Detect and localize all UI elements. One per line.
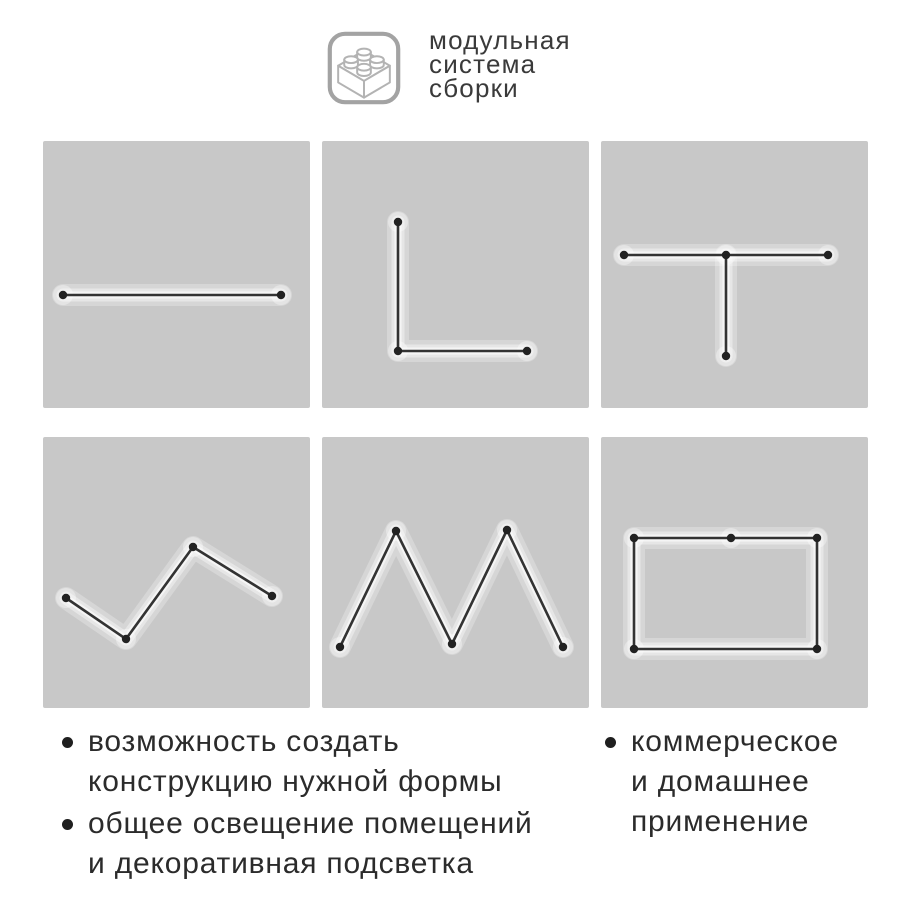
- straight-line-light-shape: [43, 141, 310, 408]
- page-title: [429, 25, 571, 103]
- rectangle-light-shape: [601, 437, 868, 708]
- features-right: [605, 722, 839, 844]
- feature-text: коммерческое и домашнее применение: [631, 725, 839, 838]
- feature-item: [62, 722, 533, 802]
- t-junction-light-shape: [601, 141, 868, 408]
- page-title-line-3: сборки: [429, 73, 519, 103]
- panel-l-corner: [322, 141, 589, 408]
- feature-text: возможность создать конструкцию нужной формы: [88, 725, 503, 798]
- bullet-icon: [62, 819, 73, 830]
- page-title-line-2: система: [429, 49, 537, 79]
- zigzag-light-shape: [43, 437, 310, 708]
- brick-icon: [326, 30, 402, 106]
- panel-grid: [43, 141, 868, 708]
- modular-system-icon: [326, 30, 402, 106]
- page-title-line-1: модульная: [429, 25, 571, 55]
- panel-t-junction: [601, 141, 868, 408]
- feature-text: общее освещение помещений и декоративная подсветка: [88, 807, 533, 880]
- panel-double-peak: [322, 437, 589, 708]
- panel-rectangle: [601, 437, 868, 708]
- double-peak-light-shape: [322, 437, 589, 708]
- features-left: [62, 722, 533, 886]
- feature-item: [605, 722, 839, 842]
- bullet-icon: [605, 737, 616, 748]
- bullet-icon: [62, 737, 73, 748]
- panel-zigzag: [43, 437, 310, 708]
- l-corner-light-shape: [322, 141, 589, 408]
- feature-item: [62, 804, 533, 884]
- panel-straight-line: [43, 141, 310, 408]
